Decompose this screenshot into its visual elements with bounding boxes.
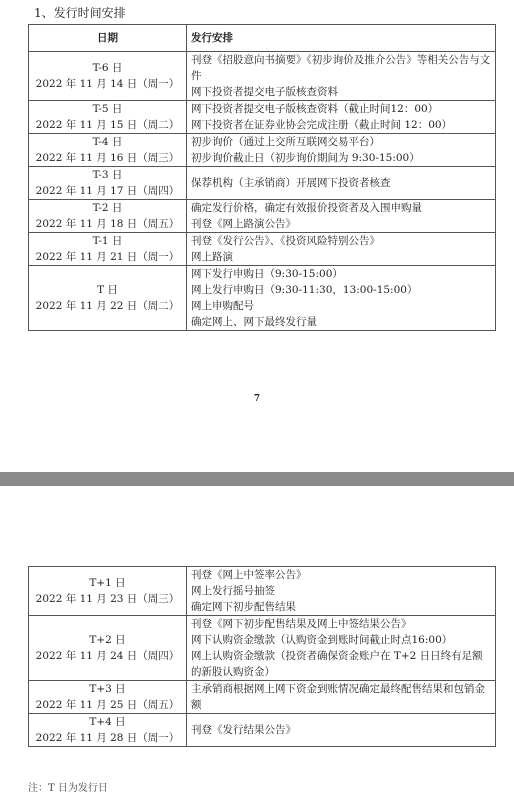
action-item: 确定网上、网下最终发行量 xyxy=(191,316,317,328)
date-cell xyxy=(29,167,187,200)
date-cell xyxy=(29,200,187,233)
table-row xyxy=(29,52,496,101)
date-label: 2022 年 11 月 24 日（周四） xyxy=(35,650,180,662)
action-cell xyxy=(187,101,496,134)
action-item: 网下认购资金缴款（认购资金到账时间截止时点16:00） xyxy=(191,634,453,646)
action-cell xyxy=(187,266,496,331)
document-page-2 xyxy=(0,486,514,788)
date-label: 2022 年 11 月 21 日（周一） xyxy=(35,251,180,263)
date-cell xyxy=(29,567,187,616)
action-cell xyxy=(187,567,496,616)
action-item: 网上认购资金缴款（投资者确保资金账户在 T+2 日日终有足额的新股认购资金） xyxy=(191,650,483,678)
date-cell xyxy=(29,714,187,747)
action-item: 网下发行申购日（9:30-15:00） xyxy=(191,268,343,280)
header-action: 发行安排 xyxy=(187,25,496,52)
action-item: 主承销商根据网上网下资金到账情况确定最终配售结果和包销金额 xyxy=(191,683,485,711)
action-item: 刊登《网上路演公告》 xyxy=(191,218,296,230)
date-label: 2022 年 11 月 14 日（周一） xyxy=(35,78,180,90)
table-row xyxy=(29,266,496,331)
day-label: T 日 xyxy=(97,284,118,296)
date-label: 2022 年 11 月 23 日（周三） xyxy=(35,593,180,605)
action-cell xyxy=(187,714,496,747)
action-item: 网上路演 xyxy=(191,251,233,263)
action-item: 网下投资者提交电子版核查资料（截止时间12：00） xyxy=(191,103,439,115)
table-row xyxy=(29,233,496,266)
table-row xyxy=(29,167,496,200)
date-label: 2022 年 11 月 22 日（周二） xyxy=(35,300,180,312)
action-item: 刊登《发行公告》、《投资风险特别公告》 xyxy=(191,235,380,247)
date-label: 2022 年 11 月 25 日（周五） xyxy=(35,699,180,711)
action-cell xyxy=(187,200,496,233)
action-item: 刊登《网上中签率公告》 xyxy=(191,569,307,581)
date-cell xyxy=(29,101,187,134)
action-item: 保荐机构（主承销商）开展网下投资者核查 xyxy=(191,177,391,189)
page-separator xyxy=(0,472,514,486)
day-label: T-2 日 xyxy=(92,202,123,214)
action-cell xyxy=(187,134,496,167)
date-label: 2022 年 11 月 18 日（周五） xyxy=(35,218,180,230)
table-row xyxy=(29,101,496,134)
table-row xyxy=(29,200,496,233)
action-item: 网上申购配号 xyxy=(191,300,254,312)
day-label: T+3 日 xyxy=(89,683,126,695)
action-cell xyxy=(187,681,496,714)
action-item: 网上发行摇号抽签 xyxy=(191,585,275,597)
action-cell xyxy=(187,233,496,266)
action-item: 初步询价（通过上交所互联网交易平台） xyxy=(191,136,380,148)
day-label: T-5 日 xyxy=(92,103,123,115)
action-item: 刊登《发行结果公告》 xyxy=(191,724,296,736)
schedule-table-part-1 xyxy=(28,24,496,331)
schedule-table-part-2 xyxy=(28,566,496,747)
day-label: T-1 日 xyxy=(92,235,123,247)
action-item: 确定网下初步配售结果 xyxy=(191,601,296,613)
table-row xyxy=(29,616,496,681)
footer-note: 注：T 日为发行日 xyxy=(28,783,108,794)
date-cell xyxy=(29,233,187,266)
section-title: 1、发行时间安排 xyxy=(34,6,126,20)
date-label: 2022 年 11 月 17 日（周四） xyxy=(35,185,180,197)
table-row xyxy=(29,714,496,747)
action-item: 刊登《网下初步配售结果及网上中签结果公告》 xyxy=(191,618,412,630)
date-cell xyxy=(29,681,187,714)
day-label: T-3 日 xyxy=(92,169,123,181)
action-item: 刊登《招股意向书摘要》《初步询价及推介公告》等相关公告与文件 xyxy=(191,54,491,82)
date-cell xyxy=(29,52,187,101)
day-label: T-6 日 xyxy=(92,62,123,74)
action-cell xyxy=(187,167,496,200)
page-number: 7 xyxy=(253,394,261,404)
day-label: T+2 日 xyxy=(89,634,126,646)
action-item: 网上发行申购日（9:30-11:30，13:00-15:00） xyxy=(191,284,418,296)
day-label: T+4 日 xyxy=(89,716,126,728)
date-cell xyxy=(29,266,187,331)
table-row xyxy=(29,567,496,616)
date-label: 2022 年 11 月 28 日（周一） xyxy=(35,732,180,744)
date-cell xyxy=(29,616,187,681)
action-item: 网下投资者在证券业协会完成注册（截止时间 12：00） xyxy=(191,119,453,131)
day-label: T-4 日 xyxy=(92,136,123,148)
action-cell xyxy=(187,616,496,681)
action-cell xyxy=(187,52,496,101)
table-row xyxy=(29,134,496,167)
date-label: 2022 年 11 月 15 日（周二） xyxy=(35,119,180,131)
table-header-row xyxy=(29,25,496,52)
action-item: 网下投资者提交电子版核查资料 xyxy=(191,86,338,98)
date-label: 2022 年 11 月 16 日（周三） xyxy=(35,152,180,164)
table-row xyxy=(29,681,496,714)
header-date: 日期 xyxy=(29,25,187,52)
day-label: T+1 日 xyxy=(89,577,126,589)
action-item: 初步询价截止日（初步询价期间为 9:30-15:00） xyxy=(191,152,420,164)
date-cell xyxy=(29,134,187,167)
action-item: 确定发行价格，确定有效报价投资者及入围申购量 xyxy=(191,202,422,214)
